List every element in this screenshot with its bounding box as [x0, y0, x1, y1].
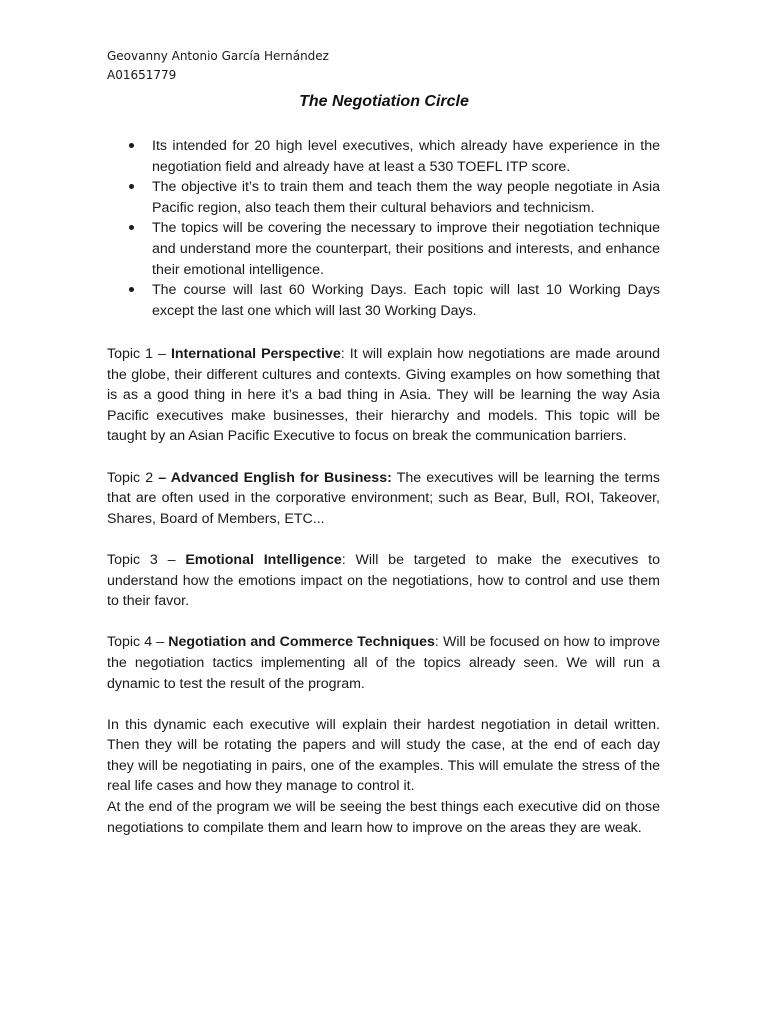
document-header — [107, 47, 329, 85]
topic-name: Negotiation and Commerce Techniques — [168, 634, 435, 651]
document-body — [107, 344, 660, 838]
author-name: Geovanny Antonio García Hernández — [107, 49, 329, 63]
bullet-text: The course will last 60 Working Days. Each topic will last 10 Working Days except the last one which will last 30 Working Days. — [152, 282, 660, 319]
topic-description: : It will explain how negotiations are made around the globe, their different cultures and contexts. Giving examples on how something that is as a good thing in here it’s a bad thing in Asia. They will be learning the way Asia Pacific executives make businesses, their hierarchy and models. This topic will be taught by an Asian Pacific Executive to focus on break the communication barriers. — [107, 346, 661, 445]
bullet-item — [152, 218, 660, 280]
topic-paragraph — [107, 632, 660, 694]
topic-description: The executives will be learning the terms that are often used in the corporative environment; such as Bear, Bull, ROI, Takeover, Shares, Board of Members, ETC... — [107, 469, 660, 527]
bullet-text: The topics will be covering the necessary to improve their negotiation technique and understand more the counterpart, their positions and interests, and enhance their emotional intelligence. — [152, 220, 660, 278]
closing-paragraph: At the end of the program we will be seeing the best things each executive did on those negotiations to compilate them and learn how to improve on the areas they are weak. — [107, 799, 660, 836]
topic-prefix: Topic 2 — [107, 469, 159, 486]
bullet-item — [152, 280, 660, 321]
bullet-icon — [129, 184, 134, 189]
bullet-list — [152, 136, 660, 321]
bullet-icon — [129, 287, 134, 292]
topic-paragraph — [107, 550, 660, 612]
document-title: The Negotiation Circle — [299, 93, 469, 110]
topic-prefix: Topic 1 – — [107, 346, 171, 362]
student-id: A01651779 — [107, 68, 177, 82]
bullet-item — [152, 177, 660, 218]
topic-description: : Will be focused on how to improve the negotiation tactics implementing all of the topics already seen. We will run a dynamic to test the result of the program. — [107, 634, 660, 692]
topic-name: – Advanced English for Business: — [158, 469, 392, 486]
bullet-icon — [129, 225, 134, 230]
topic-paragraph — [107, 468, 660, 530]
topic-paragraph — [107, 344, 660, 447]
topic-prefix: Topic 3 – — [107, 551, 186, 568]
topic-name: International Perspective — [170, 346, 341, 362]
bullet-text: Its intended for 20 high level executives, which already have experience in the negotiation field and already have at least a 530 TOEFL ITP score. — [152, 138, 660, 175]
closing-paragraph: In this dynamic each executive will explain their hardest negotiation in detail written. Then they will be rotating the papers and will study the case, at the end of each day they will be negotiating in pairs, one of the examples. This will emulate the stress of the real life cases and how they manage to control it. — [107, 716, 660, 795]
bullet-text: The objective it’s to train them and teach them the way people negotiate in Asia Pacific region, also teach them their cultural behaviors and technicism. — [152, 179, 660, 216]
bullet-item — [152, 136, 660, 177]
topic-description: : Will be targeted to make the executives to understand how the emotions impact on the negotiations, how to control and use them to their favor. — [107, 551, 660, 610]
topic-prefix: Topic 4 – — [107, 634, 169, 651]
topic-name: Emotional Intelligence — [185, 551, 342, 568]
bullet-icon — [129, 143, 134, 148]
